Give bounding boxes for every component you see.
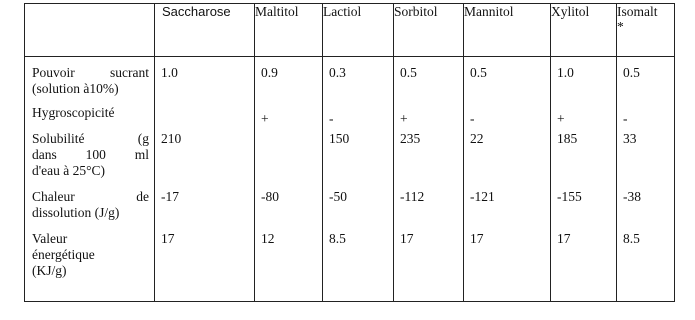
column-header-xylitol: Xylitol xyxy=(551,4,617,57)
value-chaleur: -50 xyxy=(329,189,347,204)
value-chaleur: -155 xyxy=(557,189,582,204)
column-header-sorbitol: Sorbitol xyxy=(394,4,464,57)
header-row xyxy=(25,4,675,57)
label-line: Pouvoir sucrant xyxy=(32,65,149,80)
value-chaleur: -38 xyxy=(623,189,641,204)
label-line: Valeur xyxy=(32,231,68,246)
label-chaleur-dissolution xyxy=(32,189,149,231)
column-cell-xylitol xyxy=(551,57,617,302)
table-body-row xyxy=(25,57,675,302)
column-header-lactiol: Lactiol xyxy=(323,4,394,57)
value-energie: 17 xyxy=(470,231,484,246)
label-line: Hygroscopicité xyxy=(32,105,115,120)
value-chaleur: -112 xyxy=(400,189,425,204)
row-labels-cell xyxy=(25,57,155,302)
column-header-saccharose: Saccharose xyxy=(155,4,255,57)
value-hygroscopicite: - xyxy=(329,111,334,126)
header-corner xyxy=(25,4,155,57)
label-line: énergétique xyxy=(32,247,95,262)
value-pouvoir-sucrant: 1.0 xyxy=(161,65,178,80)
label-line: Chaleur de xyxy=(32,189,149,204)
column-header-isomalt: Isomalt * xyxy=(617,4,675,57)
column-cell-sorbitol xyxy=(394,57,464,302)
value-energie: 8.5 xyxy=(329,231,346,246)
value-pouvoir-sucrant: 0.5 xyxy=(623,65,640,80)
value-hygroscopicite: - xyxy=(470,111,475,126)
value-hygroscopicite: + xyxy=(261,111,269,126)
label-line: dissolution (J/g) xyxy=(32,205,120,220)
value-pouvoir-sucrant: 0.5 xyxy=(400,65,417,80)
column-cell-lactiol xyxy=(323,57,394,302)
value-energie: 17 xyxy=(400,231,414,246)
value-pouvoir-sucrant: 0.5 xyxy=(470,65,487,80)
label-line: dans 100 ml xyxy=(32,147,149,162)
value-energie: 17 xyxy=(161,231,175,246)
value-solubilite: 150 xyxy=(329,131,350,146)
value-energie: 8.5 xyxy=(623,231,640,246)
value-energie: 12 xyxy=(261,231,275,246)
label-line: (solution à10%) xyxy=(32,81,119,96)
label-line: Solubilité (g xyxy=(32,131,149,146)
value-solubilite: 235 xyxy=(400,131,421,146)
column-cell-mannitol xyxy=(464,57,551,302)
properties-table-container xyxy=(24,3,675,302)
column-cell-maltitol xyxy=(255,57,323,302)
value-energie: 17 xyxy=(557,231,571,246)
value-solubilite: 22 xyxy=(470,131,484,146)
value-solubilite: 210 xyxy=(161,131,182,146)
value-chaleur: -80 xyxy=(261,189,279,204)
value-hygroscopicite: + xyxy=(400,111,408,126)
value-pouvoir-sucrant: 1.0 xyxy=(557,65,574,80)
value-pouvoir-sucrant: 0.9 xyxy=(261,65,278,80)
label-line: (KJ/g) xyxy=(32,263,67,278)
value-chaleur: -121 xyxy=(470,189,495,204)
value-solubilite: 185 xyxy=(557,131,578,146)
value-solubilite: 33 xyxy=(623,131,637,146)
label-pouvoir-sucrant xyxy=(32,65,149,105)
column-cell-isomalt xyxy=(617,57,675,302)
label-line: d'eau à 25°C) xyxy=(32,163,106,178)
value-hygroscopicite: + xyxy=(557,111,565,126)
value-hygroscopicite: - xyxy=(623,111,628,126)
value-pouvoir-sucrant: 0.3 xyxy=(329,65,346,80)
column-cell-saccharose xyxy=(155,57,255,302)
sweetener-properties-table xyxy=(24,3,675,302)
value-chaleur: -17 xyxy=(161,189,179,204)
column-header-mannitol: Mannitol xyxy=(464,4,551,57)
label-solubilite xyxy=(32,131,149,189)
column-header-maltitol: Maltitol xyxy=(255,4,323,57)
label-valeur-energetique xyxy=(32,231,149,291)
label-hygroscopicite xyxy=(32,105,149,131)
